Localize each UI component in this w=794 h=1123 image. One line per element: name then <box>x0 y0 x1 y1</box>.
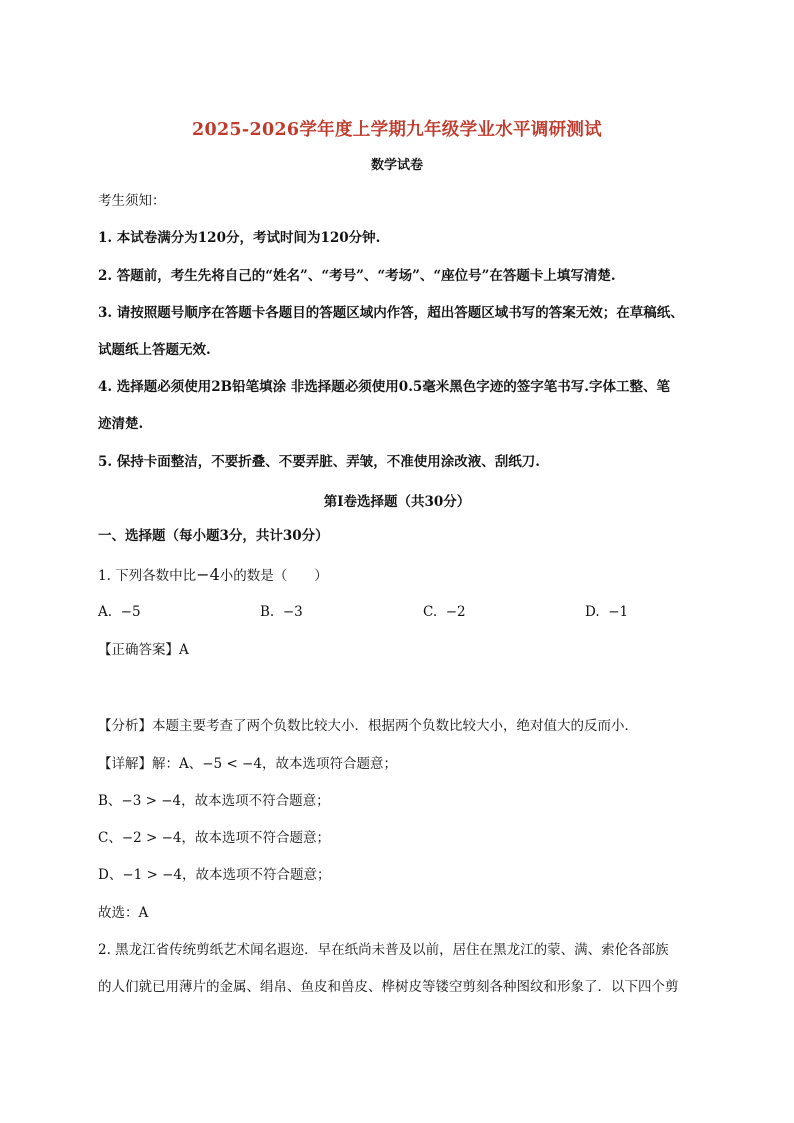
q1-option-a <box>98 604 141 620</box>
part1-heading: 第Ⅰ卷选择题（共30分） <box>323 494 471 510</box>
option-value: −2 <box>445 604 466 620</box>
notice-item-2: 2. 答题前，考生先将自己的“姓名”、“考号”、“考场”、“座位号”在答题卡上填写清楚. <box>98 268 616 284</box>
q2-stem-line-1: 2. 黑龙江省传统剪纸艺术闻名遐迩．早在纸尚未普及以前，居住在黑龙江的蒙、满、索伦各部族 <box>98 942 669 958</box>
notice-item-1: 1. 本试卷满分为120分，考试时间为120分钟. <box>98 230 381 246</box>
q1-detail-3: C、−2 > −4，故本选项不符合题意； <box>98 830 331 846</box>
option-value: −3 <box>282 604 303 620</box>
q1-stem-suffix: 小的数是（ ） <box>219 568 328 584</box>
notice-item-3: 3. 请按照题号顺序在答题卡各题目的答题区域内作答，超出答题区域书写的答案无效；在草稿纸、 <box>98 305 684 321</box>
q1-stem-math: −4 <box>196 565 220 584</box>
option-value: −5 <box>120 604 141 620</box>
exam-subtitle: 数学试卷 <box>370 158 423 173</box>
q1-detail-1: 【详解】解：A、−5 < −4，故本选项符合题意； <box>98 756 397 772</box>
notice-item-5: 5. 保持卡面整洁，不要折叠、不要弄脏、弄皱，不准使用涂改液、刮纸刀. <box>98 454 540 470</box>
q1-stem <box>98 566 328 585</box>
q1-detail-4: D、−1 > −4，故本选项不符合题意； <box>98 867 331 883</box>
q1-option-c <box>423 604 466 620</box>
notice-heading: 考生须知： <box>98 193 166 209</box>
q1-option-b <box>260 604 303 620</box>
option-label: A. <box>98 604 113 620</box>
q1-option-d <box>585 604 628 620</box>
q2-stem-line-2: 的人们就已用薄片的金属、绢帛、鱼皮和兽皮、桦树皮等镂空剪刻各种图纹和形象了．以下四个剪 <box>98 979 679 995</box>
option-value: −1 <box>608 604 629 620</box>
q1-answer: 【正确答案】A <box>98 642 189 658</box>
q1-analysis: 【分析】本题主要考查了两个负数比较大小．根据两个负数比较大小，绝对值大的反而小． <box>98 718 638 734</box>
q1-detail-2: B、−3 > −4，故本选项不符合题意； <box>98 793 330 809</box>
q1-stem-prefix: 1. 下列各数中比 <box>98 568 197 584</box>
option-label: C. <box>423 604 438 620</box>
notice-item-4: 4. 选择题必须使用2B铅笔填涂 非选择题必须使用0.5毫米黑色字迹的签字笔书写.字体工整、笔 <box>98 379 670 395</box>
q1-conclusion: 故选：A <box>98 905 149 921</box>
notice-item-3-cont: 试题纸上答题无效. <box>98 342 211 358</box>
option-label: B. <box>260 604 275 620</box>
exam-title: 2025-2026学年度上学期九年级学业水平调研测试 <box>192 120 602 140</box>
option-label: D. <box>585 604 600 620</box>
section1-heading: 一、选择题（每小题3分，共计30分） <box>98 528 329 544</box>
notice-item-4-cont: 迹清楚. <box>98 416 144 432</box>
